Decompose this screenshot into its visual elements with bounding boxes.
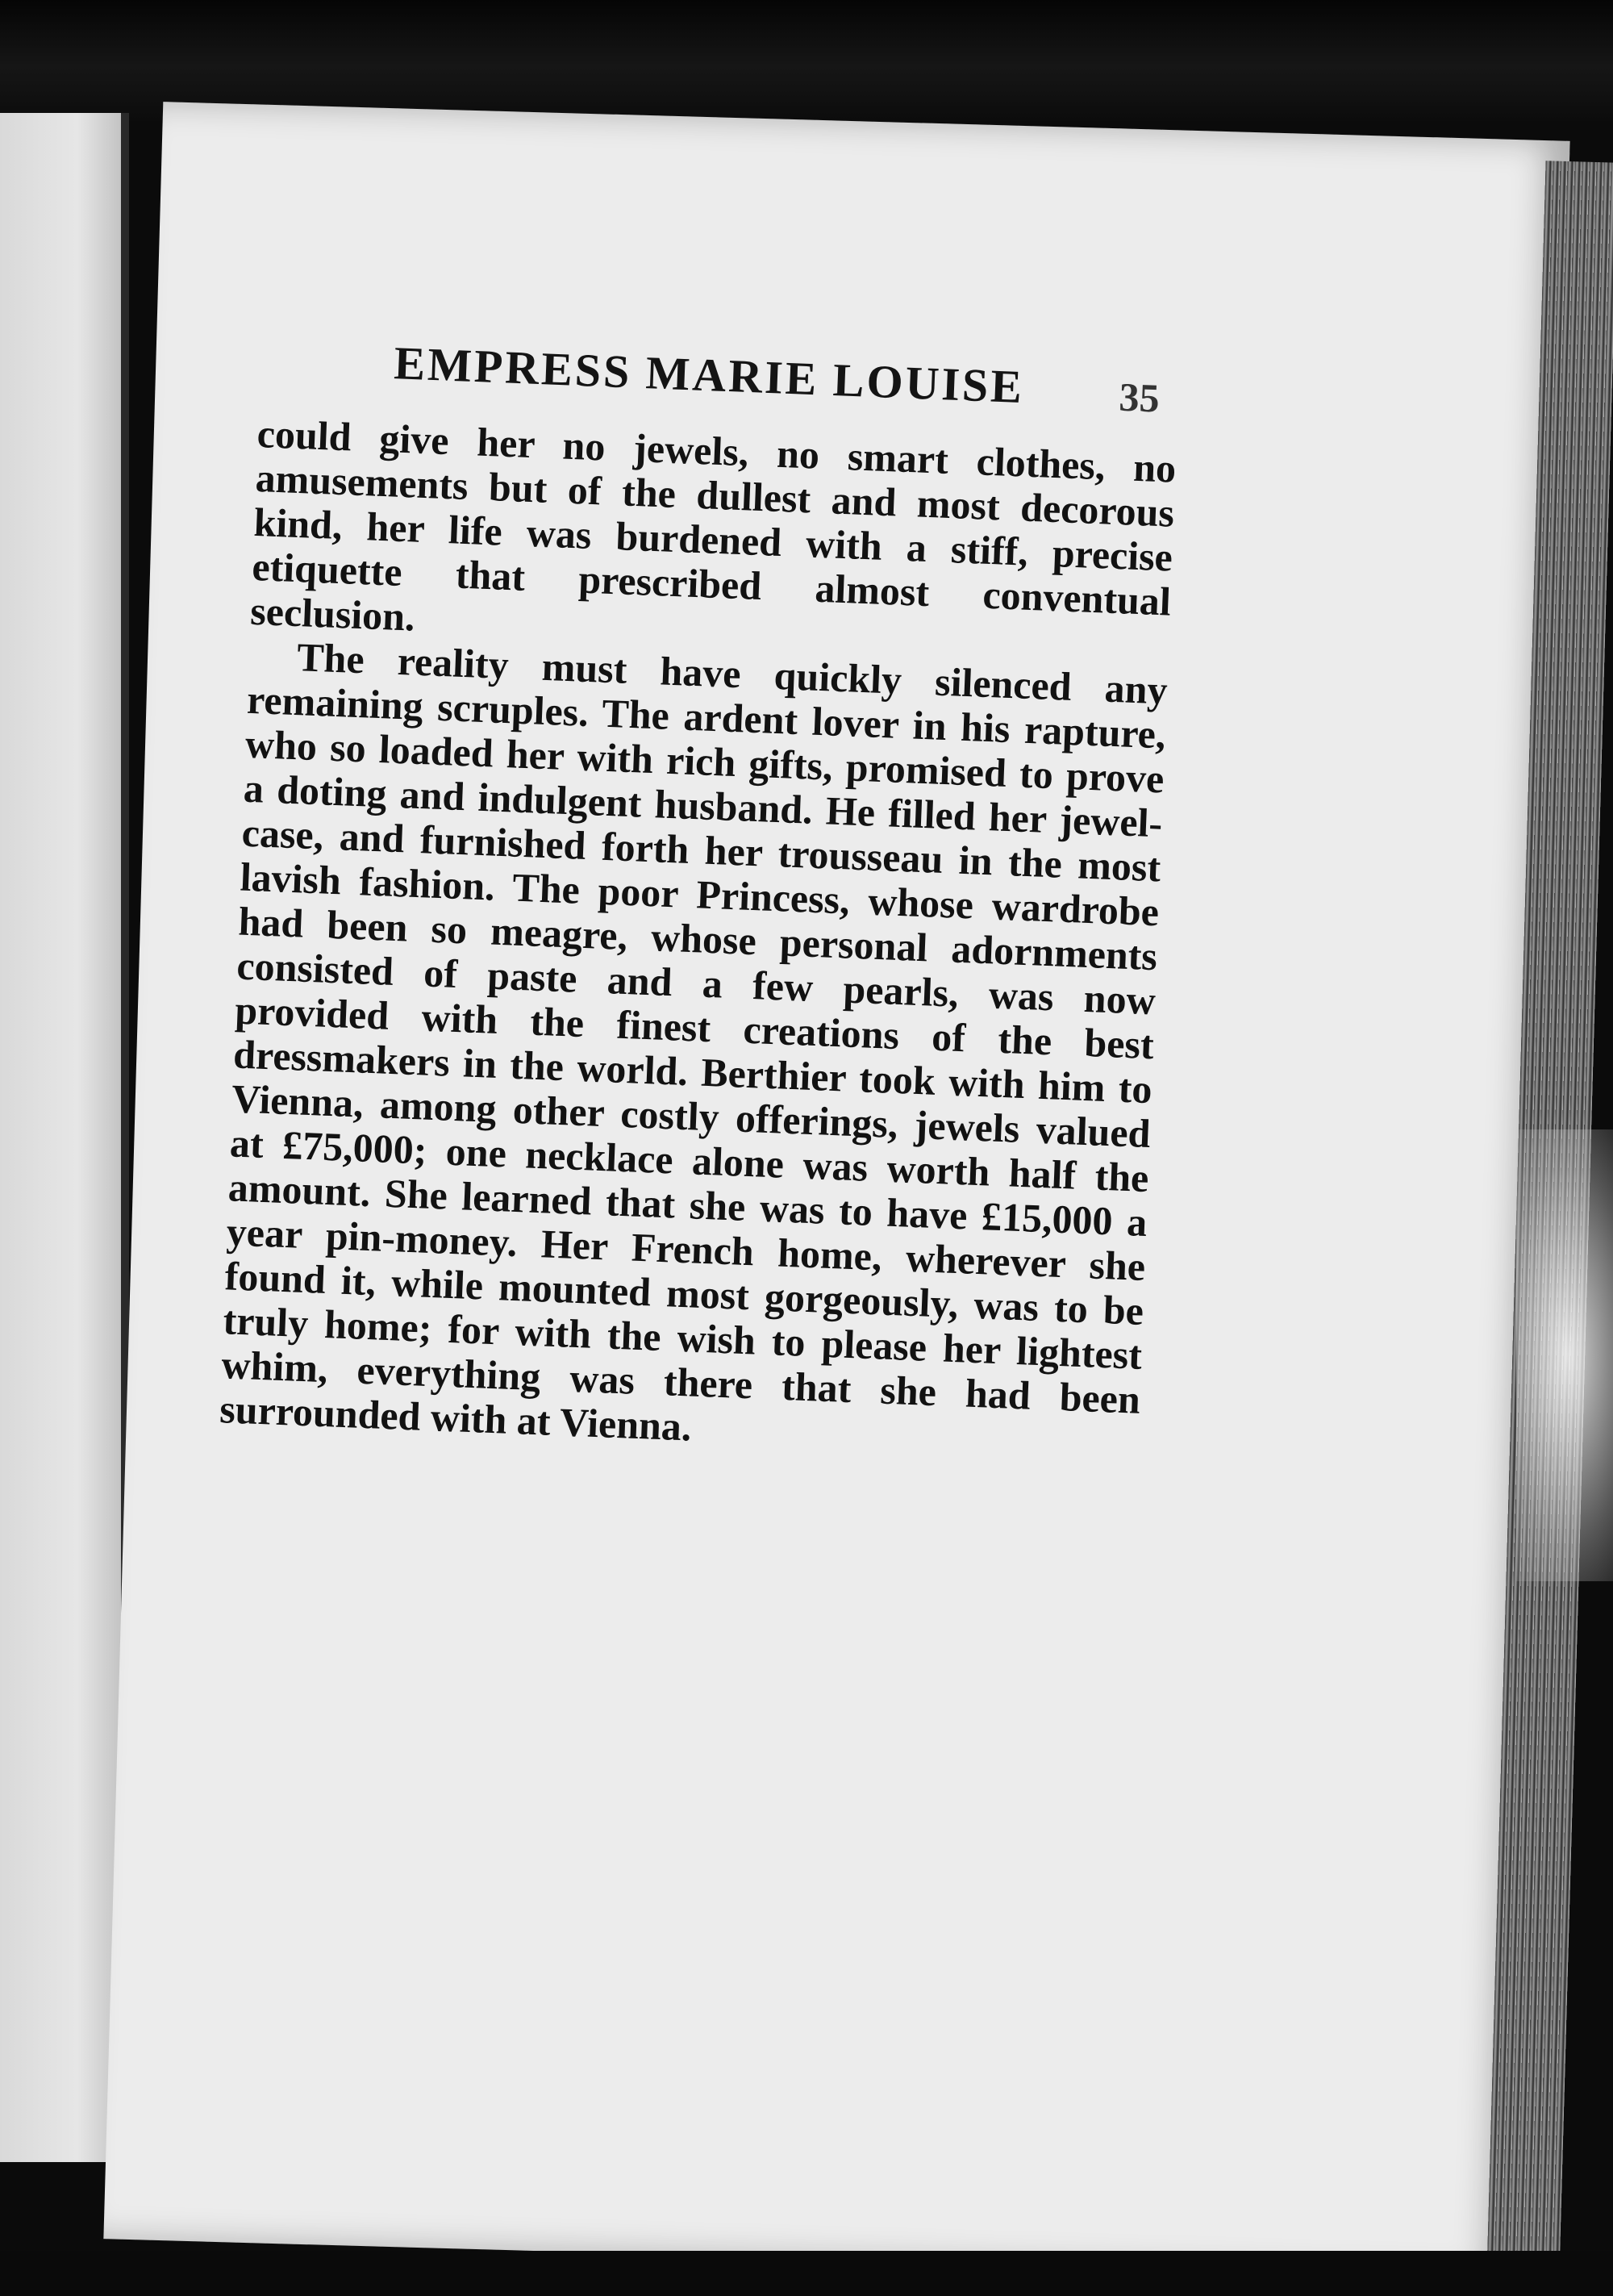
scan-background-top xyxy=(0,0,1613,121)
facing-page-edge xyxy=(0,113,129,2162)
page-stain xyxy=(1516,1129,1613,1581)
running-head: EMPRESS MARIE LOUISE xyxy=(393,336,1026,414)
scan-background-bottom xyxy=(0,2251,1613,2296)
paragraph-2: The reality must have quickly silenced any remaining scruples. The ardent lover in his rapture, who so loaded her with rich gifts, promised to prove a doting and indulgent husband. He filled her jewel-case, and furnished forth her trousseau in the most lavish fashion. The poor Princess, whose wardrobe had been so meagre, whose personal adornments consisted of paste and a few pearls, was now provided with the finest creations of the best dressmakers in the world. Berthier took with him to Vienna, among other costly offerings, jewels valued at £75,000; one necklace alone was worth half the amount. She learned that she was to have £15,000 a year pin-money. Her French home, wherever she found it, while mounted most gorgeously, was to be truly home; for with the wish to please her lightest whim, everything was there that she had been surrounded with at Vienna. xyxy=(219,634,1169,1450)
page-number: 35 xyxy=(1118,374,1161,421)
body-text xyxy=(219,411,1177,1467)
paragraph-1: could give her no jewels, no smart clothes, no amusements but of the dullest and most decorous kind, her life was burdened with a stiff, precise etiquette that prescribed almost conventual seclusion. xyxy=(249,411,1177,640)
